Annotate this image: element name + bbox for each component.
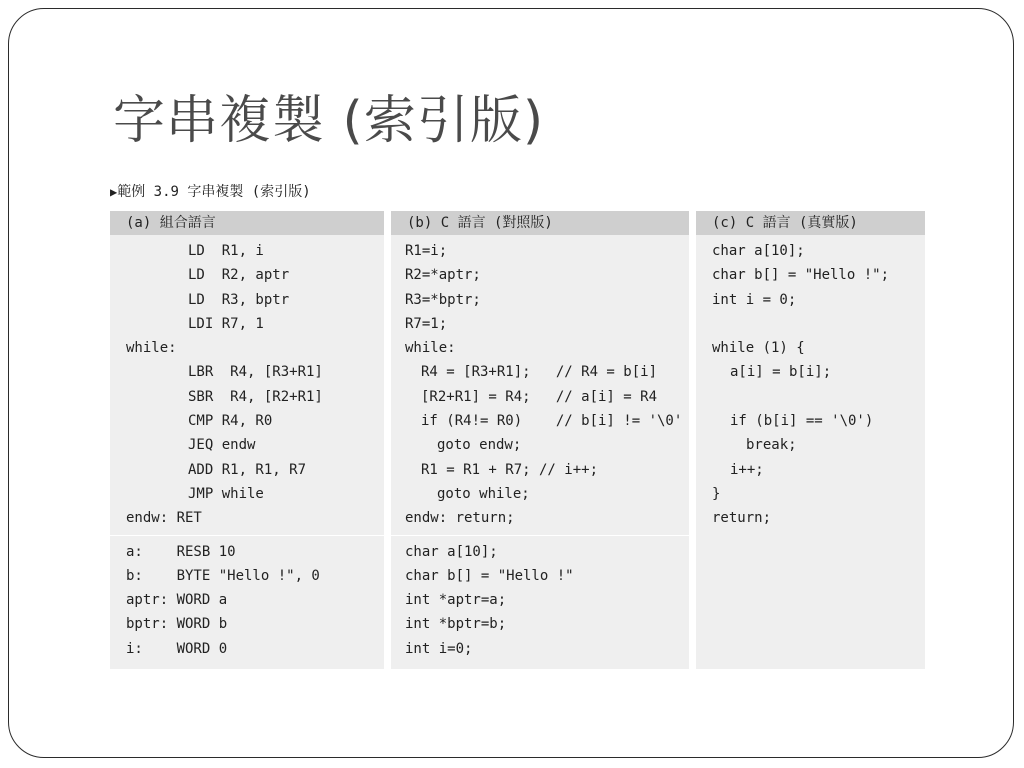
code-line: int i=0;: [405, 640, 473, 657]
code-line: LD R2, aptr: [188, 267, 290, 284]
code-line: SBR R4, [R2+R1]: [188, 388, 323, 405]
code-line: bptr: WORD b: [126, 616, 228, 633]
code-line: R1=i;: [405, 243, 448, 259]
code-line: R7=1;: [405, 315, 448, 332]
code-line: break;: [746, 437, 797, 454]
code-line: char a[10];: [405, 543, 498, 560]
code-line: JMP while: [188, 485, 264, 502]
column-c-mapping: [391, 211, 689, 669]
code-line: if (b[i] == '\0'): [730, 413, 874, 430]
code-line: while (1) {: [712, 340, 805, 357]
code-line: char b[] = "Hello !";: [712, 267, 890, 284]
code-block-assembly-program: [110, 235, 384, 535]
column-c-real: [696, 211, 925, 669]
code-line: R3=*bptr;: [405, 291, 481, 308]
code-line: while:: [405, 340, 456, 357]
column-header-c-real: (c) C 語言 (真實版): [696, 211, 925, 235]
code-block-assembly-data: [110, 535, 384, 665]
code-line: int i = 0;: [712, 291, 797, 308]
caption-text: 範例 3.9 字串複製 (索引版): [117, 184, 311, 200]
code-line: [696, 312, 925, 336]
code-line: return;: [712, 510, 772, 527]
code-comparison-table: [110, 211, 925, 669]
code-line: LDI R7, 1: [188, 315, 264, 332]
code-line: char b[] = "Hello !": [405, 567, 574, 584]
code-block-c-real-program: [696, 235, 925, 669]
code-line: JEQ endw: [188, 437, 256, 454]
code-line: goto while;: [437, 485, 530, 502]
code-line: LBR R4, [R3+R1]: [188, 364, 323, 381]
figure-caption: [110, 181, 311, 201]
slide-title: 字串複製 (索引版): [113, 91, 545, 151]
column-assembly: [110, 211, 384, 669]
code-line: endw: return;: [405, 510, 515, 527]
code-line: i++;: [730, 461, 764, 478]
code-line: char a[10];: [712, 243, 805, 259]
code-line: a[i] = b[i];: [730, 364, 832, 381]
code-line: i: WORD 0: [126, 640, 228, 657]
code-line: R1 = R1 + R7; // i++;: [421, 461, 599, 478]
code-line: }: [712, 485, 721, 502]
code-line: R2=*aptr;: [405, 267, 481, 284]
code-block-c-mapping-program: [391, 235, 689, 535]
column-header-c-mapping: (b) C 語言 (對照版): [391, 211, 689, 235]
code-line: b: BYTE "Hello !", 0: [126, 567, 320, 584]
code-line: R4 = [R3+R1]; // R4 = b[i]: [421, 364, 658, 381]
code-line: int *aptr=a;: [405, 592, 507, 609]
code-line: aptr: WORD a: [126, 592, 228, 609]
column-header-assembly: (a) 組合語言: [110, 211, 384, 235]
code-line: [696, 385, 925, 409]
code-line: LD R1, i: [188, 243, 264, 259]
code-line: CMP R4, R0: [188, 413, 273, 430]
code-line: a: RESB 10: [126, 543, 236, 560]
code-line: ADD R1, R1, R7: [188, 461, 307, 478]
code-line: [R2+R1] = R4; // a[i] = R4: [421, 388, 658, 405]
code-line: if (R4!= R0) // b[i] != '\0': [421, 413, 683, 430]
code-line: int *bptr=b;: [405, 616, 507, 633]
code-block-c-mapping-data: [391, 535, 689, 665]
code-line: while:: [126, 340, 177, 357]
code-line: goto endw;: [437, 437, 522, 454]
caption-marker-icon: ▶: [110, 185, 118, 199]
code-line: LD R3, bptr: [188, 291, 290, 308]
code-line: endw: RET: [126, 510, 202, 527]
